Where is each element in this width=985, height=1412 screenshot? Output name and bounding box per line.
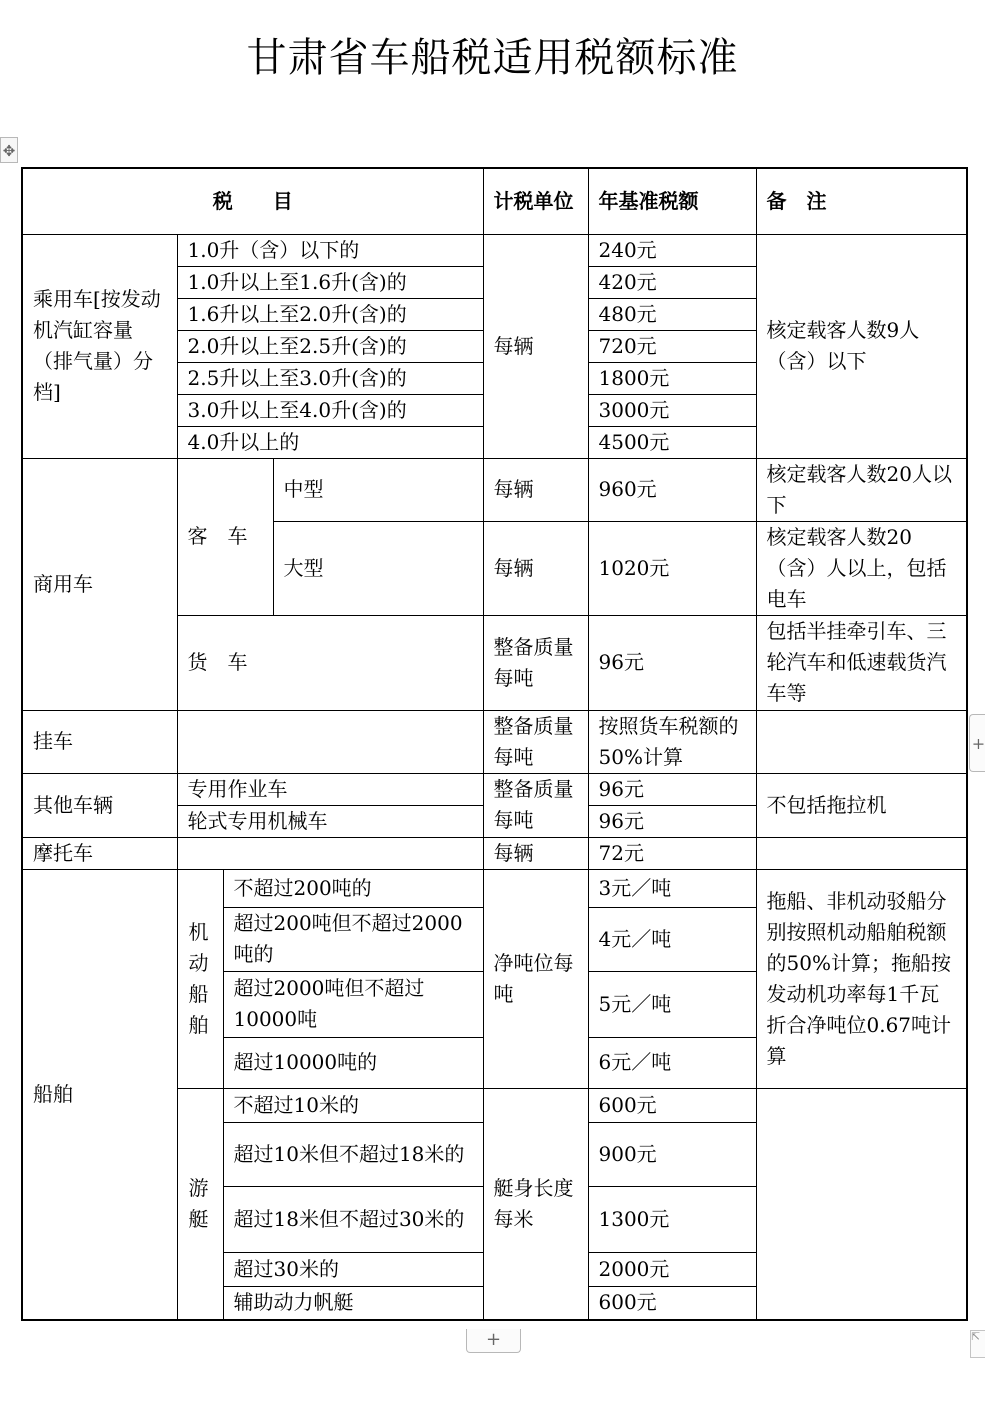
commercial-label: 商用车 — [22, 458, 177, 710]
table-row — [22, 869, 967, 907]
bus-medium-amount: 960元 — [588, 458, 756, 521]
truck-label: 货 车 — [177, 615, 483, 710]
motorcycle-amount: 72元 — [588, 837, 756, 869]
yacht-amount: 600元 — [588, 1088, 756, 1122]
trailer-amount: 按照货车税额的50%计算 — [588, 710, 756, 773]
header-amount: 年基准税额 — [588, 168, 756, 234]
table-row — [22, 710, 967, 773]
trailer-note-empty — [756, 710, 967, 773]
motor-vessel-range: 不超过200吨的 — [223, 869, 483, 907]
header-unit: 计税单位 — [483, 168, 588, 234]
yacht-range: 超过10米但不超过18米的 — [223, 1122, 483, 1186]
motor-vessel-note: 拖船、非机动驳船分别按照机动船舶税额的50%计算；拖船按发动机功率每1千瓦折合净吨位0.67吨计算 — [756, 869, 967, 1088]
motor-vessel-range: 超过2000吨但不超过10000吨 — [223, 971, 483, 1037]
other-amount: 96元 — [588, 773, 756, 805]
yacht-amount: 1300元 — [588, 1186, 756, 1252]
motorcycle-empty-cell — [177, 837, 483, 869]
bus-large-amount: 1020元 — [588, 521, 756, 615]
passenger-amount: 480元 — [588, 298, 756, 330]
other-unit: 整备质量每吨 — [483, 773, 588, 837]
yacht-amount: 600元 — [588, 1286, 756, 1320]
motorcycle-note-empty — [756, 837, 967, 869]
add-row-plus-icon[interactable]: + — [466, 1329, 521, 1353]
motor-vessel-amount: 3元／吨 — [588, 869, 756, 907]
yacht-range: 辅助动力帆艇 — [223, 1286, 483, 1320]
header-item: 税 目 — [22, 168, 483, 234]
other-vehicle-type: 轮式专用机械车 — [177, 805, 483, 837]
yacht-label: 游艇 — [177, 1088, 223, 1320]
passenger-car-label: 乘用车[按发动机汽缸容量（排气量）分档] — [22, 234, 177, 458]
passenger-amount: 3000元 — [588, 394, 756, 426]
trailer-empty-cell — [177, 710, 483, 773]
other-amount: 96元 — [588, 805, 756, 837]
table-row — [22, 234, 967, 266]
motor-vessel-range: 超过10000吨的 — [223, 1037, 483, 1088]
motor-vessel-amount: 6元／吨 — [588, 1037, 756, 1088]
bus-medium-label: 中型 — [273, 458, 483, 521]
bus-large-label: 大型 — [273, 521, 483, 615]
yacht-note-empty — [756, 1088, 967, 1320]
other-vehicle-type: 专用作业车 — [177, 773, 483, 805]
bus-medium-note: 核定载客人数20人以下 — [756, 458, 967, 521]
table-row — [22, 837, 967, 869]
passenger-note: 核定载客人数9人（含）以下 — [756, 234, 967, 458]
table-move-handle-icon[interactable]: ✥ — [0, 137, 18, 163]
yacht-range: 超过30米的 — [223, 1252, 483, 1286]
table-row — [22, 458, 967, 521]
passenger-unit: 每辆 — [483, 234, 588, 458]
motor-vessel-unit: 净吨位每吨 — [483, 869, 588, 1088]
tax-rate-table — [21, 167, 968, 1321]
passenger-range: 1.0升以上至1.6升(含)的 — [177, 266, 483, 298]
passenger-range: 2.5升以上至3.0升(含)的 — [177, 362, 483, 394]
passenger-range: 1.6升以上至2.0升(含)的 — [177, 298, 483, 330]
bus-large-unit: 每辆 — [483, 521, 588, 615]
truck-note: 包括半挂牵引车、三轮汽车和低速载货汽车等 — [756, 615, 967, 710]
yacht-amount: 900元 — [588, 1122, 756, 1186]
bus-label: 客 车 — [177, 458, 273, 615]
passenger-range: 3.0升以上至4.0升(含)的 — [177, 394, 483, 426]
motor-vessel-amount: 4元／吨 — [588, 907, 756, 971]
page-title: 甘肃省车船税适用税额标准 — [246, 35, 739, 81]
bus-large-note: 核定载客人数20（含）人以上，包括电车 — [756, 521, 967, 615]
motorcycle-label: 摩托车 — [22, 837, 177, 869]
passenger-amount: 240元 — [588, 234, 756, 266]
bus-medium-unit: 每辆 — [483, 458, 588, 521]
trailer-label: 挂车 — [22, 710, 177, 773]
motor-vessel-label: 机动船舶 — [177, 869, 223, 1088]
table-row — [22, 773, 967, 805]
ships-label: 船舶 — [22, 869, 177, 1320]
yacht-range: 超过18米但不超过30米的 — [223, 1186, 483, 1252]
passenger-range: 1.0升（含）以下的 — [177, 234, 483, 266]
motorcycle-unit: 每辆 — [483, 837, 588, 869]
table-header-row — [22, 168, 967, 234]
add-column-plus-icon[interactable]: + — [969, 714, 985, 772]
trailer-unit: 整备质量每吨 — [483, 710, 588, 773]
passenger-amount: 1800元 — [588, 362, 756, 394]
yacht-range: 不超过10米的 — [223, 1088, 483, 1122]
motor-vessel-amount: 5元／吨 — [588, 971, 756, 1037]
truck-unit: 整备质量每吨 — [483, 615, 588, 710]
yacht-amount: 2000元 — [588, 1252, 756, 1286]
other-note: 不包括拖拉机 — [756, 773, 967, 837]
header-note: 备 注 — [756, 168, 967, 234]
truck-amount: 96元 — [588, 615, 756, 710]
yacht-unit: 艇身长度每米 — [483, 1088, 588, 1320]
passenger-range: 4.0升以上的 — [177, 426, 483, 458]
other-vehicles-label: 其他车辆 — [22, 773, 177, 837]
passenger-amount: 4500元 — [588, 426, 756, 458]
passenger-amount: 420元 — [588, 266, 756, 298]
table-resize-handle-icon[interactable]: ⇱ — [970, 1330, 985, 1358]
passenger-range: 2.0升以上至2.5升(含)的 — [177, 330, 483, 362]
motor-vessel-range: 超过200吨但不超过2000吨的 — [223, 907, 483, 971]
passenger-amount: 720元 — [588, 330, 756, 362]
